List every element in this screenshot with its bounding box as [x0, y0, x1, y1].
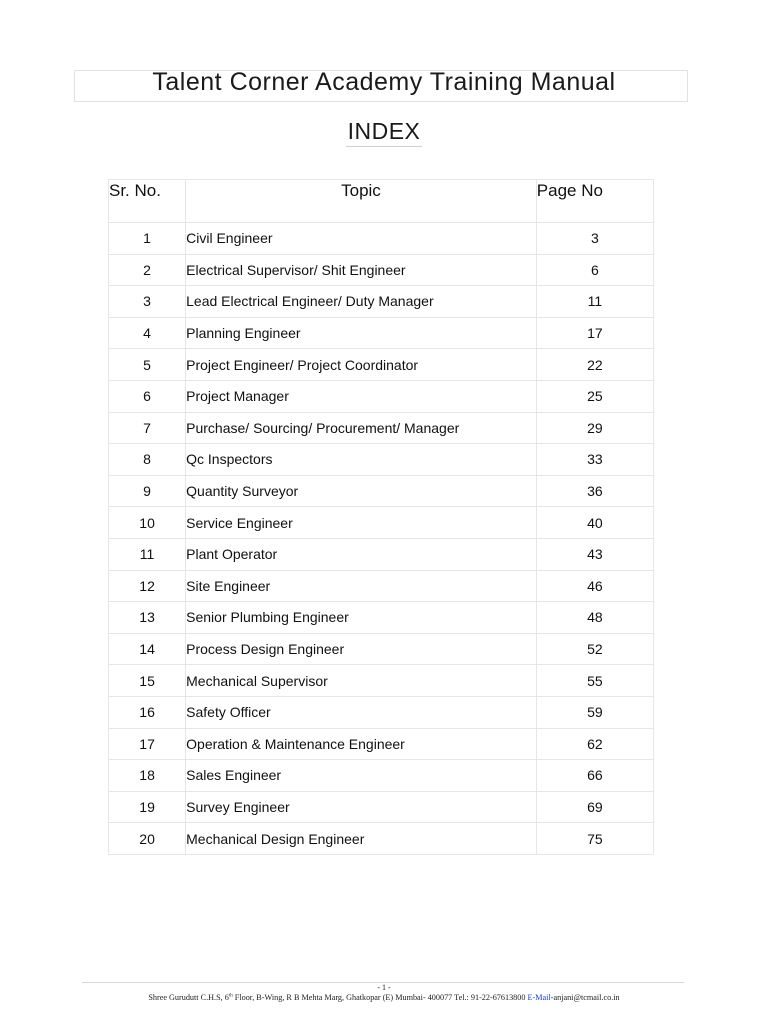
row-page-no: 36	[536, 475, 653, 507]
table-row	[109, 223, 654, 255]
row-page-no: 43	[536, 538, 653, 570]
row-sr-no: 18	[109, 760, 186, 792]
row-topic: Lead Electrical Engineer/ Duty Manager	[186, 286, 537, 318]
row-sr-no: 15	[109, 665, 186, 697]
table-row	[109, 760, 654, 792]
row-sr-no: 10	[109, 507, 186, 539]
row-sr-no: 14	[109, 633, 186, 665]
table-row	[109, 602, 654, 634]
header-page-no: Page No	[536, 180, 653, 223]
row-topic: Mechanical Supervisor	[186, 665, 537, 697]
row-topic: Process Design Engineer	[186, 633, 537, 665]
row-topic: Electrical Supervisor/ Shit Engineer	[186, 254, 537, 286]
row-sr-no: 7	[109, 412, 186, 444]
row-topic: Plant Operator	[186, 538, 537, 570]
row-sr-no: 6	[109, 380, 186, 412]
row-sr-no: 9	[109, 475, 186, 507]
row-topic: Qc Inspectors	[186, 444, 537, 476]
row-page-no: 25	[536, 380, 653, 412]
row-page-no: 75	[536, 823, 653, 855]
index-table	[108, 179, 654, 855]
row-sr-no: 2	[109, 254, 186, 286]
index-heading-text: INDEX	[346, 118, 423, 147]
table-row	[109, 728, 654, 760]
table-row	[109, 380, 654, 412]
row-topic: Project Manager	[186, 380, 537, 412]
row-topic: Civil Engineer	[186, 223, 537, 255]
row-page-no: 33	[536, 444, 653, 476]
address-ordinal-suffix: th	[228, 993, 233, 999]
row-sr-no: 3	[109, 286, 186, 318]
row-topic: Safety Officer	[186, 696, 537, 728]
row-topic: Site Engineer	[186, 570, 537, 602]
table-row	[109, 633, 654, 665]
row-sr-no: 16	[109, 696, 186, 728]
row-page-no: 29	[536, 412, 653, 444]
row-sr-no: 12	[109, 570, 186, 602]
row-topic: Purchase/ Sourcing/ Procurement/ Manager	[186, 412, 537, 444]
row-page-no: 69	[536, 791, 653, 823]
index-heading	[0, 118, 768, 145]
row-page-no: 17	[536, 317, 653, 349]
row-page-no: 46	[536, 570, 653, 602]
row-page-no: 59	[536, 696, 653, 728]
header-topic: Topic	[186, 180, 537, 223]
row-page-no: 22	[536, 349, 653, 381]
address-part-2: Floor, B-Wing, R B Mehta Marg, Ghatkopar (E) Mumbai- 400077 Tel.: 91-22-67613800	[232, 993, 528, 1002]
row-sr-no: 13	[109, 602, 186, 634]
row-sr-no: 5	[109, 349, 186, 381]
row-sr-no: 11	[109, 538, 186, 570]
table-row	[109, 791, 654, 823]
row-topic: Survey Engineer	[186, 791, 537, 823]
row-page-no: 3	[536, 223, 653, 255]
document-title: Talent Corner Academy Training Manual	[152, 68, 616, 96]
table-row	[109, 696, 654, 728]
table-row	[109, 349, 654, 381]
table-row	[109, 254, 654, 286]
table-row	[109, 475, 654, 507]
row-sr-no: 1	[109, 223, 186, 255]
row-sr-no: 8	[109, 444, 186, 476]
row-topic: Service Engineer	[186, 507, 537, 539]
table-row	[109, 286, 654, 318]
row-topic: Senior Plumbing Engineer	[186, 602, 537, 634]
row-page-no: 6	[536, 254, 653, 286]
row-page-no: 55	[536, 665, 653, 697]
row-topic: Planning Engineer	[186, 317, 537, 349]
email-address: -anjani@tcmail.co.in	[550, 993, 620, 1002]
table-row	[109, 538, 654, 570]
table-row	[109, 444, 654, 476]
row-sr-no: 4	[109, 317, 186, 349]
row-page-no: 66	[536, 760, 653, 792]
row-page-no: 62	[536, 728, 653, 760]
table-row	[109, 412, 654, 444]
table-row	[109, 507, 654, 539]
row-topic: Quantity Surveyor	[186, 475, 537, 507]
row-topic: Project Engineer/ Project Coordinator	[186, 349, 537, 381]
row-topic: Sales Engineer	[186, 760, 537, 792]
table-row	[109, 570, 654, 602]
footer-address	[0, 993, 768, 1002]
row-page-no: 52	[536, 633, 653, 665]
row-topic: Mechanical Design Engineer	[186, 823, 537, 855]
index-table-header-row	[109, 180, 654, 223]
index-table-body	[109, 223, 654, 855]
row-topic: Operation & Maintenance Engineer	[186, 728, 537, 760]
address-part-1: Shree Gurudutt C.H.S, 6	[148, 993, 229, 1002]
row-sr-no: 19	[109, 791, 186, 823]
row-sr-no: 17	[109, 728, 186, 760]
table-row	[109, 317, 654, 349]
table-row	[109, 665, 654, 697]
table-row	[109, 823, 654, 855]
row-page-no: 48	[536, 602, 653, 634]
header-sr-no: Sr. No.	[109, 180, 186, 223]
email-label: E-Mail	[527, 993, 551, 1002]
row-page-no: 11	[536, 286, 653, 318]
row-page-no: 40	[536, 507, 653, 539]
row-sr-no: 20	[109, 823, 186, 855]
page-number: - 1 -	[377, 983, 391, 992]
